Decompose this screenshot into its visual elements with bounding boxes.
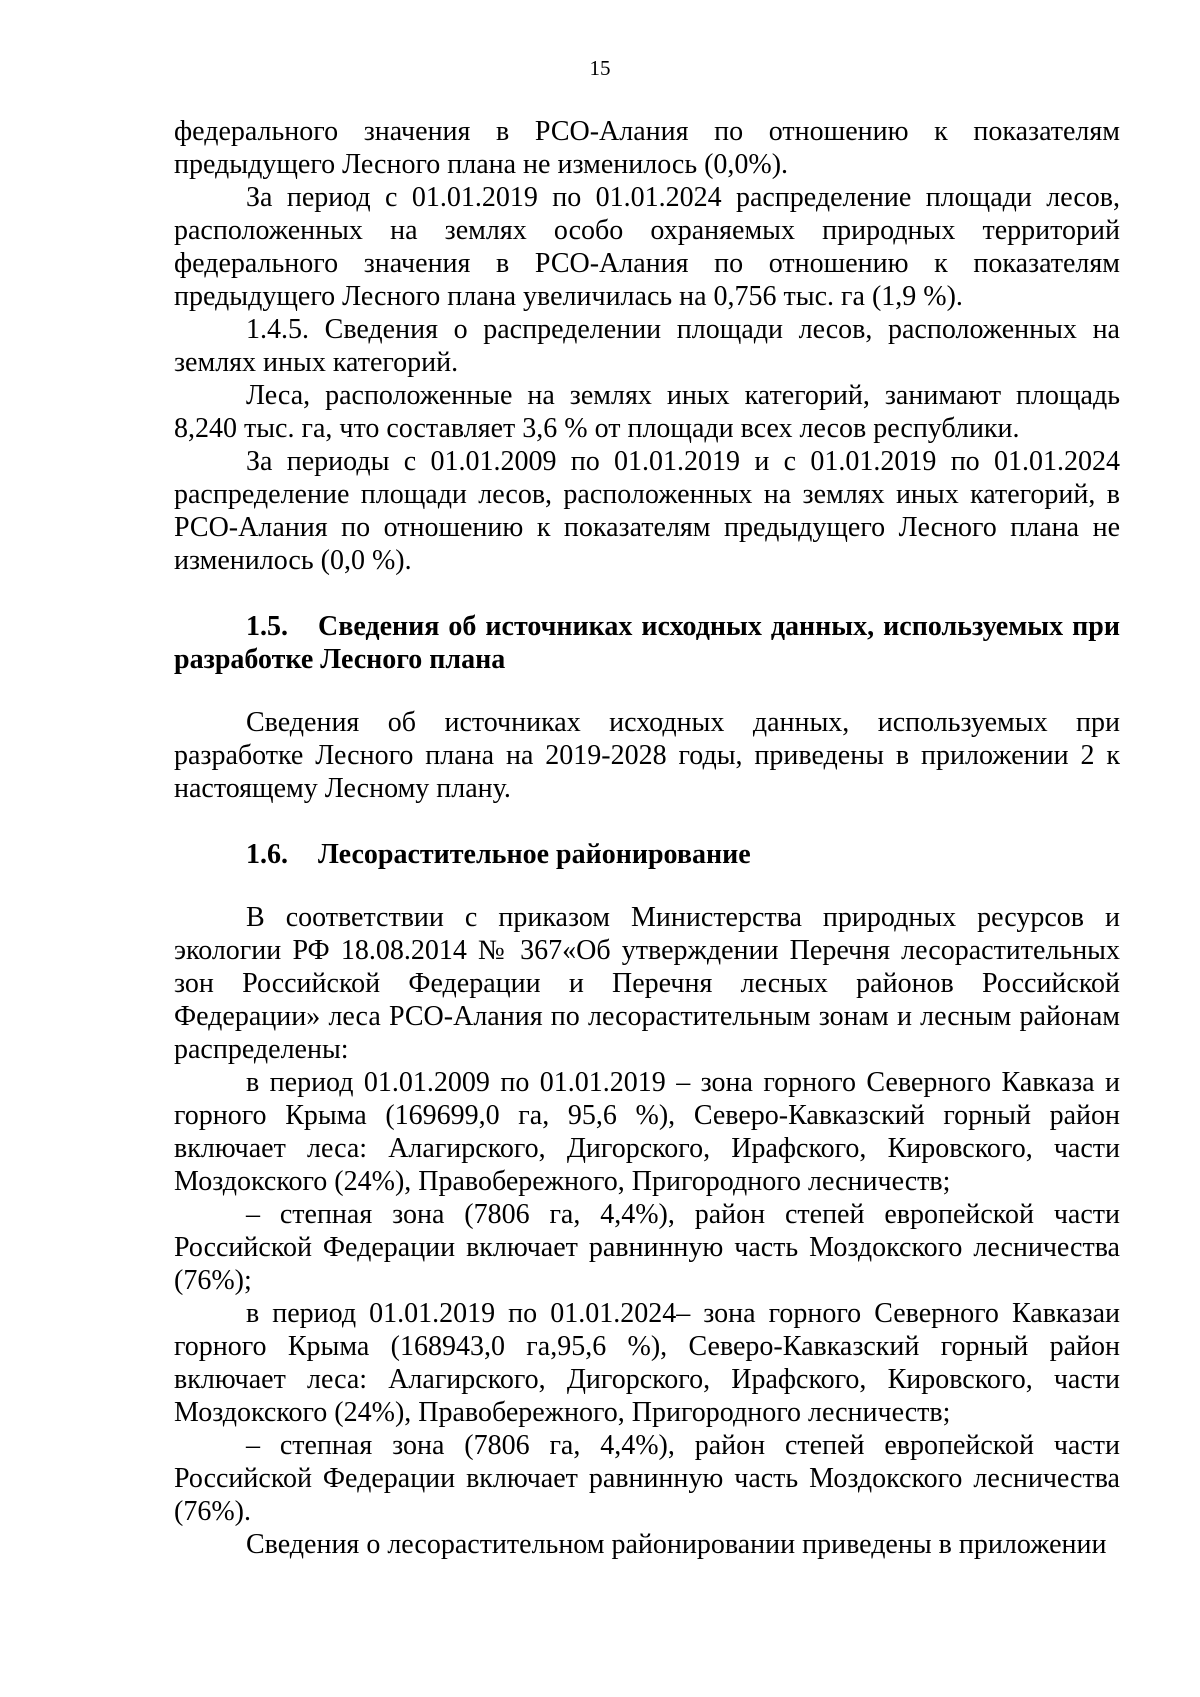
paragraph-continuation: федерального значения в РСО-Алания по отношению к показателям предыдущего Лесного плана не изменилось (0,0%). xyxy=(174,116,1120,180)
section-number-1-5: 1.5. xyxy=(246,611,288,642)
paragraph-zoning-intro: В соответствии с приказом Министерства природных ресурсов и экологии РФ 18.08.2014 № 367«Об утверждении Перечня лесорастительных зон Российской Федерации и Перечня лесных районов Российской Федерации» леса РСО-Алания по лесорастительным зонам и лесным районам распределены: xyxy=(174,902,1120,1065)
section-number-1-6: 1.6. xyxy=(246,839,288,870)
page-body xyxy=(174,115,1120,1561)
page-number: 15 xyxy=(589,56,611,80)
paragraph-oopt-change: За период с 01.01.2019 по 01.01.2024 распределение площади лесов, расположенных на землях особо охраняемых природных территорий федерального значения в РСО-Алания по отношению к показателям предыдущего Лесного плана увеличилась на 0,756 тыс. га (1,9 %). xyxy=(174,182,1120,312)
section-title-1-5: Сведения об источниках исходных данных, используемых при разработке Лесного плана xyxy=(174,611,1120,675)
section-title-1-6: Лесорастительное районирование xyxy=(318,839,751,870)
subsection-1-4-5-title: 1.4.5. Сведения о распределении площади лесов, расположенных на землях иных категорий. xyxy=(174,314,1120,378)
paragraph-other-lands-change: За периоды с 01.01.2009 по 01.01.2019 и с 01.01.2019 по 01.01.2024 распределение площади лесов, расположенных на землях иных категорий, в РСО-Алания по отношению к показателям предыдущего Лесного плана не изменилось (0,0 %). xyxy=(174,446,1120,576)
paragraph-zoning-2009-mountain: в период 01.01.2009 по 01.01.2019 – зона горного Северного Кавказа и горного Крыма (169699,0 га, 95,6 %), Северо-Кавказский горный район включает леса: Алагирского, Дигорского, Ирафского, Кировского, части Моздокского (24%), Правобережного, Пригородного лесничеств; xyxy=(174,1067,1120,1197)
paragraph-other-lands-area: Леса, расположенные на землях иных категорий, занимают площадь 8,240 тыс. га, что составляет 3,6 % от площади всех лесов республики. xyxy=(174,380,1120,444)
paragraph-zoning-appendix-ref: Сведения о лесорастительном районировании приведены в приложении xyxy=(246,1529,1107,1560)
paragraph-zoning-2019-steppe: – степная зона (7806 га, 4,4%), район степей европейской части Российской Федерации включает равнинную часть Моздокского лесничества (76%). xyxy=(174,1430,1120,1527)
paragraph-zoning-2009-steppe: – степная зона (7806 га, 4,4%), район степей европейской части Российской Федерации включает равнинную часть Моздокского лесничества (76%); xyxy=(174,1199,1120,1296)
section-heading-1-6 xyxy=(174,838,1120,871)
paragraph-zoning-2019-mountain: в период 01.01.2019 по 01.01.2024– зона горного Северного Кавказаи горного Крыма (168943,0 га,95,6 %), Северо-Кавказский горный район включает леса: Алагирского, Дигорского, Ирафского, Кировского, части Моздокского (24%), Правобережного, Пригородного лесничеств; xyxy=(174,1298,1120,1428)
section-heading-1-5 xyxy=(174,610,1120,676)
paragraph-data-sources: Сведения об источниках исходных данных, используемых при разработке Лесного плана на 2019-2028 годы, приведены в приложении 2 к настоящему Лесному плану. xyxy=(174,707,1120,804)
